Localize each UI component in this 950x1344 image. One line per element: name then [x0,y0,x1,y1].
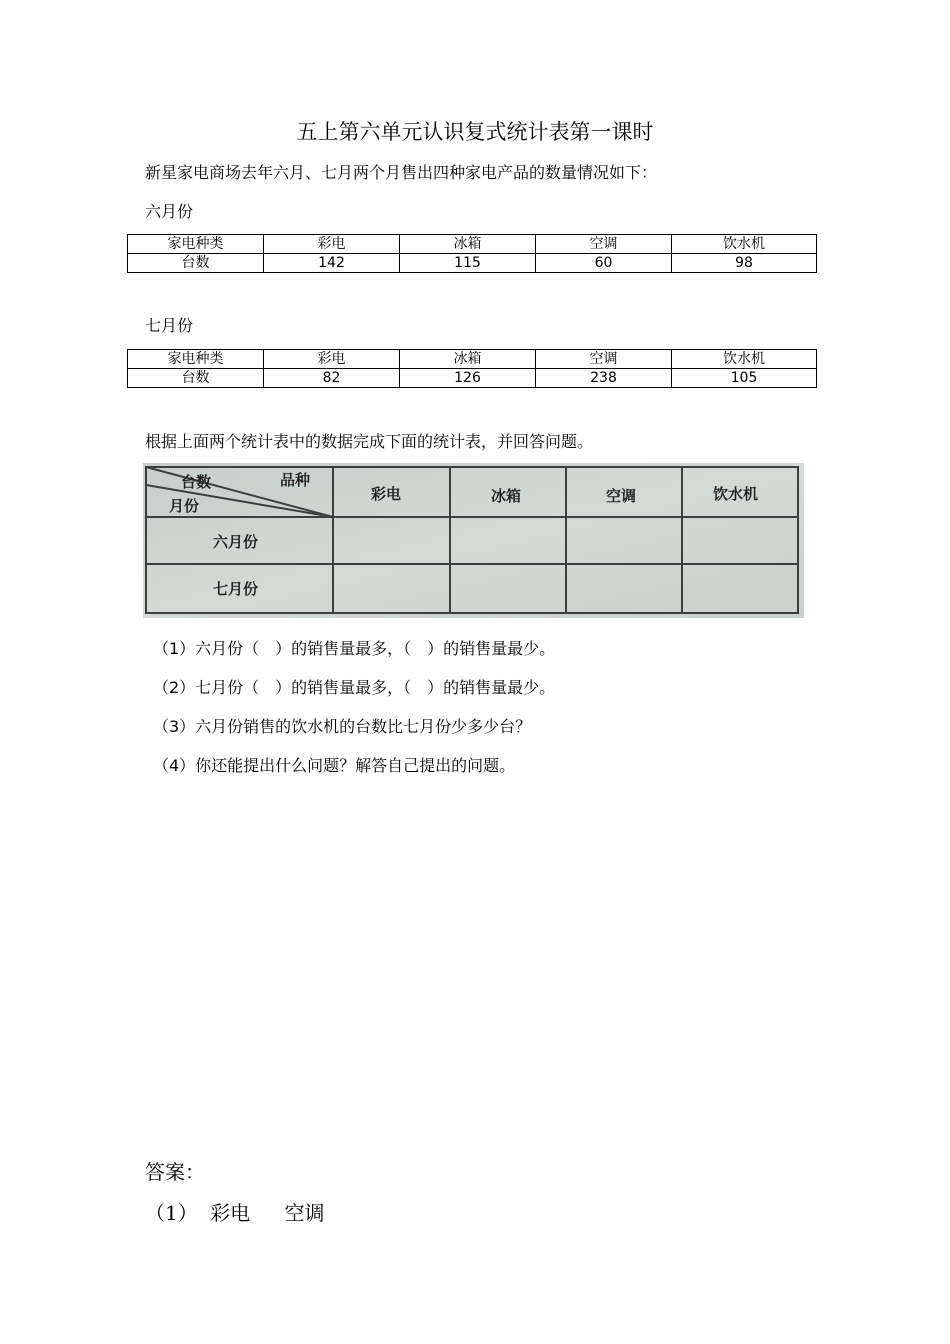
july-value-cell: 82 [264,369,400,388]
july-table [127,349,817,388]
corner-bottom-label: 月份 [169,497,200,515]
july-caption: 七月份 [145,316,194,335]
june-header-cell: 空调 [536,235,672,254]
compound-row-header: 六月份 [213,533,259,551]
june-header-cell: 冰箱 [400,235,536,254]
july-data-row [128,369,817,388]
july-value-cell: 126 [400,369,536,388]
answer-number: （1） [145,1201,198,1225]
june-value-cell: 60 [536,254,672,273]
july-value-cell: 238 [536,369,672,388]
corner-top-left-label: 台数 [181,473,212,491]
july-header-cell: 饮水机 [672,350,817,369]
answer-line-1 [145,1197,324,1226]
july-header-cell: 空调 [536,350,672,369]
july-value-cell: 105 [672,369,817,388]
question-item: （1）六月份（ ）的销售量最多，（ ）的销售量最少。 [153,639,556,658]
intro-text: 新星家电商场去年六月、七月两个月售出四种家电产品的数量情况如下： [145,163,658,182]
june-value-cell: 98 [672,254,817,273]
june-data-row [128,254,817,273]
answer-value: 彩电 [210,1201,251,1225]
compound-column-header: 彩电 [371,485,402,503]
compound-table-photo [143,463,804,618]
question-item: （4）你还能提出什么问题？解答自己提出的问题。 [153,756,516,775]
june-value-cell: 115 [400,254,536,273]
june-header-cell: 彩电 [264,235,400,254]
corner-top-right-label: 品种 [280,471,311,489]
july-header-cell: 彩电 [264,350,400,369]
june-header-cell: 饮水机 [672,235,817,254]
question-item: （3）六月份销售的饮水机的台数比七月份少多少台？ [153,717,532,736]
question-item: （2）七月份（ ）的销售量最多，（ ）的销售量最少。 [153,678,556,697]
instruction-text: 根据上面两个统计表中的数据完成下面的统计表，并回答问题。 [145,432,594,451]
compound-row-header: 七月份 [213,580,259,598]
june-value-cell: 142 [264,254,400,273]
june-table [127,234,817,273]
june-header-row [128,235,817,254]
page-title: 五上第六单元认识复式统计表第一课时 [296,120,654,144]
compound-column-header: 冰箱 [491,487,522,505]
june-row-label: 台数 [128,254,264,273]
compound-column-header: 饮水机 [713,485,759,503]
july-header-row [128,350,817,369]
july-header-cell: 冰箱 [400,350,536,369]
july-header-cell: 家电种类 [128,350,264,369]
answer-label: 答案： [145,1160,205,1184]
june-caption: 六月份 [145,202,194,221]
june-header-cell: 家电种类 [128,235,264,254]
compound-column-header: 空调 [606,487,637,505]
answer-value: 空调 [284,1201,325,1225]
july-row-label: 台数 [128,369,264,388]
